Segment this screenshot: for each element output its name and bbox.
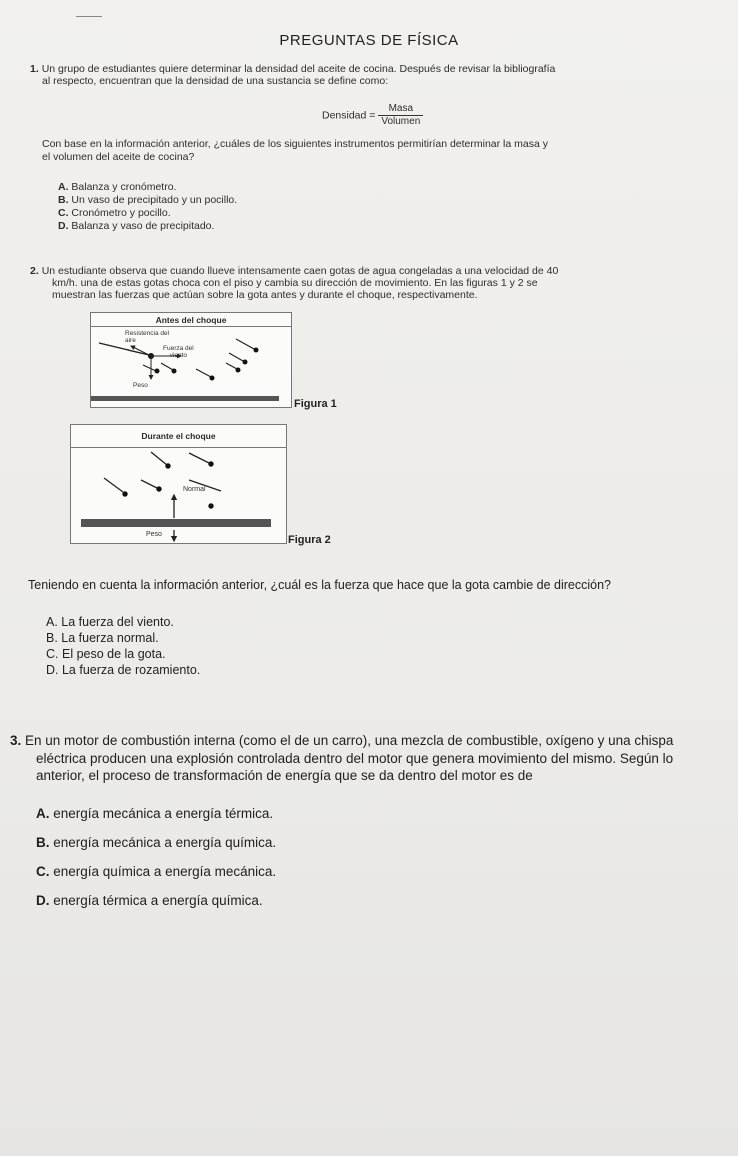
- q3-stem-line3: anterior, el proceso de transformación de energía que se da dentro del motor es de: [36, 768, 533, 783]
- fig2-drop: [208, 461, 213, 466]
- q3-number: 3.: [10, 733, 22, 748]
- fig2-ground: [81, 519, 271, 527]
- fig1-drop: [236, 368, 241, 373]
- q1-question-line2: el volumen del aceite de cocina?: [42, 151, 195, 163]
- fig2-drop: [165, 463, 170, 468]
- q2-option-b: B. La fuerza normal.: [46, 631, 159, 645]
- q2-option-d: D. La fuerza de rozamiento.: [46, 663, 201, 677]
- fig1-drop: [243, 360, 248, 365]
- figure-1-caption: Figura 1: [294, 398, 337, 410]
- fig1-drop: [254, 348, 259, 353]
- q3-stem-line1: 3. En un motor de combustión interna (como el de un carro), una mezcla de combustible, oxígeno y una chispa: [10, 733, 674, 748]
- fig2-drop: [156, 486, 161, 491]
- fig1-ground: [91, 396, 279, 401]
- fig2-diagram: [71, 425, 286, 543]
- q2-question: Teniendo en cuenta la información anterior, ¿cuál es la fuerza que hace que la gota cambie de dirección?: [28, 578, 612, 592]
- q1-option-b: B. Un vaso de precipitado y un pocillo.: [58, 194, 238, 206]
- fig2-title: Durante el choque: [141, 431, 216, 441]
- q1-option-c: C. Cronómetro y pocillo.: [58, 207, 171, 219]
- q1-option-a: A. Balanza y cronómetro.: [58, 181, 177, 193]
- fig2-drop: [122, 491, 127, 496]
- q3-option-d: D. energía térmica a energía química.: [36, 893, 263, 908]
- top-mark: [76, 16, 102, 17]
- figure-2-during-collision: [70, 424, 287, 544]
- q1-number: 1.: [30, 63, 39, 75]
- page-title: PREGUNTAS DE FÍSICA: [279, 32, 459, 49]
- q1-question-line1: Con base en la información anterior, ¿cuáles de los siguientes instrumentos permitirían determinar la masa y: [42, 138, 548, 150]
- fig1-weight-label: Peso: [133, 382, 148, 389]
- fig1-drop: [210, 376, 215, 381]
- fig1-title: Antes del choque: [155, 315, 227, 325]
- q3-option-c: C. energía química a energía mecánica.: [36, 864, 277, 879]
- q2-stem-line1: 2. Un estudiante observa que cuando llueve intensamente caen gotas de agua congeladas a una velocidad de 40: [30, 265, 559, 277]
- q2-option-a: A. La fuerza del viento.: [46, 615, 174, 629]
- fig1-drop: [172, 369, 177, 374]
- q1-stem-line2: al respecto, encuentran que la densidad de una sustancia se define como:: [42, 75, 389, 87]
- fig2-drop: [208, 503, 213, 508]
- fig1-drop-trail: [99, 343, 149, 355]
- q2-stem-line2: km/h. una de estas gotas choca con el piso y cambia su dirección de movimiento. En las figuras 1 y 2 se: [52, 277, 538, 289]
- fig1-diagram: [91, 313, 291, 407]
- fig1-drop: [155, 369, 160, 374]
- q1-stem-line1: 1. Un grupo de estudiantes quiere determinar la densidad del aceite de cocina. Después de revisar la bibliografía: [30, 63, 556, 75]
- figure-2-caption: Figura 2: [288, 534, 331, 546]
- air-resistance-label: Resistencia del aire: [125, 330, 170, 344]
- wind-force-label: Fuerza del viento: [163, 345, 194, 359]
- q1-option-d: D. Balanza y vaso de precipitado.: [58, 220, 215, 232]
- q3-stem-line2: eléctrica producen una explosión controlada dentro del motor que genera movimiento del mismo. Según lo: [36, 751, 674, 766]
- fig2-normal-label: Normal: [183, 486, 206, 493]
- q3-option-a: A. energía mecánica a energía térmica.: [36, 806, 274, 821]
- q3-option-b: B. energía mecánica a energía química.: [36, 835, 277, 850]
- q2-option-c: C. El peso de la gota.: [46, 647, 166, 661]
- figure-1-before-collision: [90, 312, 292, 408]
- density-fraction: $\frac{\text{Masa}}{\text{Volumen}}$: [378, 103, 423, 128]
- q2-stem-line3: muestran las fuerzas que actúan sobre la gota antes y durante el choque, respectivamente.: [52, 289, 478, 301]
- q1-formula: Densidad = $\frac{\text{Masa}}{\text{Volumen}}$: [322, 103, 423, 128]
- fig2-weight-label: Peso: [146, 531, 162, 538]
- q2-number: 2.: [30, 265, 39, 277]
